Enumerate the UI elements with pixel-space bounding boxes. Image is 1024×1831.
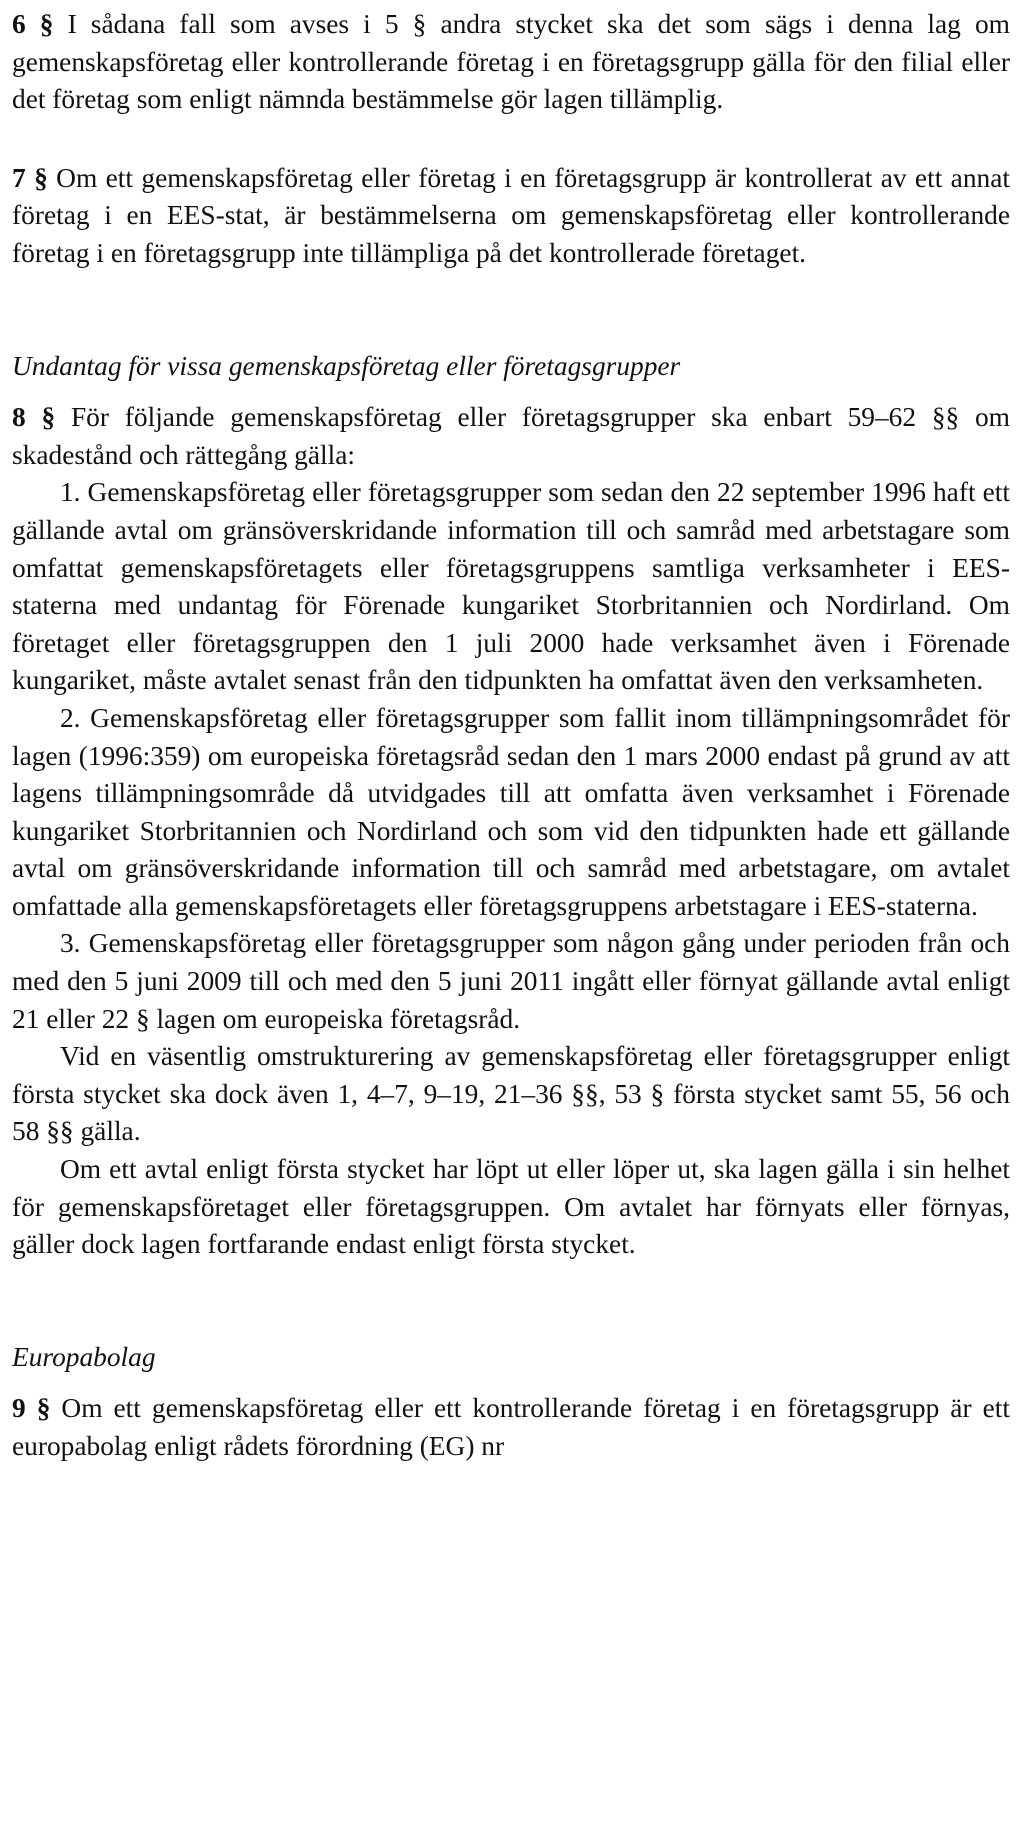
list-item: 2. Gemenskapsföretag eller företagsgrupper som fallit inom tillämpningsområdet för lagen (1996:359) om europeiska företagsråd sedan den 1 mars 2000 endast på grund av att lagens tillämpningsområde då utvidgades till att omfatta även verksamhet i Förenade kungariket Storbritannien och Nordirland och som vid den tidpunkten hade ett gällande avtal om gränsöverskridande information till och samråd med arbetstagare, om avtalet omfattade alla gemenskapsföretagets eller företagsgruppens arbetstagare i EES-staterna. <box>12 702 1010 921</box>
document-page <box>12 6 1010 1466</box>
list-item: 3. Gemenskapsföretag eller företagsgrupper som någon gång under perioden från och med den 5 juni 2009 till och med den 5 juni 2011 ingått eller förnyat gällande avtal enligt 21 eller 22 § lagen om europeiska företagsråd. <box>12 928 1010 1034</box>
list-item: 1. Gemenskapsföretag eller företagsgrupper som sedan den 22 september 1996 haft ett gällande avtal om gränsöverskridande information till och samråd med arbetstagare som omfattat gemenskapsföretagets eller företagsgruppens samtliga verksamheter i EES-staterna med undantag för Förenade kungariket Storbritannien och Nordirland. Om företaget eller företagsgruppen den 1 juli 2000 hade verksamhet även i Förenade kungariket, måste avtalet senast från den tidpunkten ha omfattat även den verksamheten. <box>12 477 1010 696</box>
section-6 <box>12 6 1010 119</box>
section-text: Om ett gemenskapsföretag eller ett kontrollerande företag i en företagsgrupp är ett europabolag enligt rådets förordning (EG) nr <box>12 1393 1010 1461</box>
heading-undantag: Undantag för vissa gemenskapsföretag eller företagsgrupper <box>12 350 681 381</box>
section-number: 9 § <box>12 1393 51 1424</box>
section-7 <box>12 160 1010 273</box>
heading-europabolag: Europabolag <box>12 1341 156 1372</box>
section-number: 6 § <box>12 9 54 39</box>
section-text: Om ett gemenskapsföretag eller företag i en företagsgrupp är kontrollerat av ett annat företag i en EES-stat, är bestämmelserna om gemenskapsföretag eller kontrollerande företag i en företagsgrupp inte tillämpliga på det kontrollerade företaget. <box>12 162 1011 268</box>
paragraph: Om ett avtal enligt första stycket har löpt ut eller löper ut, ska lagen gälla i sin helhet för gemenskapsföretaget eller företagsgruppen. Om avtalet har förnyats eller förnyas, gäller dock lagen fortfarande endast enligt första stycket. <box>12 1154 1010 1260</box>
section-number: 7 § <box>12 162 48 193</box>
paragraph: Vid en väsentlig omstrukturering av gemenskapsföretag eller företagsgrupper enligt första stycket ska dock även 1, 4–7, 9–19, 21–36 §§, 53 § första stycket samt 55, 56 och 58 §§ gälla. <box>12 1041 1010 1147</box>
section-text: För följande gemenskapsföretag eller företagsgrupper ska enbart 59–62 §§ om skadestånd och rättegång gälla: <box>12 402 1010 470</box>
section-number: 8 § <box>12 402 56 433</box>
section-text: I sådana fall som avses i 5 § andra stycket ska det som sägs i denna lag om gemenskapsföretag eller kontrollerande företag i en företagsgrupp gälla för den filial eller det företag som enligt nämnda bestämmelse gör lagen tillämplig. <box>12 9 1010 115</box>
section-9 <box>12 1390 1010 1465</box>
section-8-intro <box>12 399 1010 474</box>
